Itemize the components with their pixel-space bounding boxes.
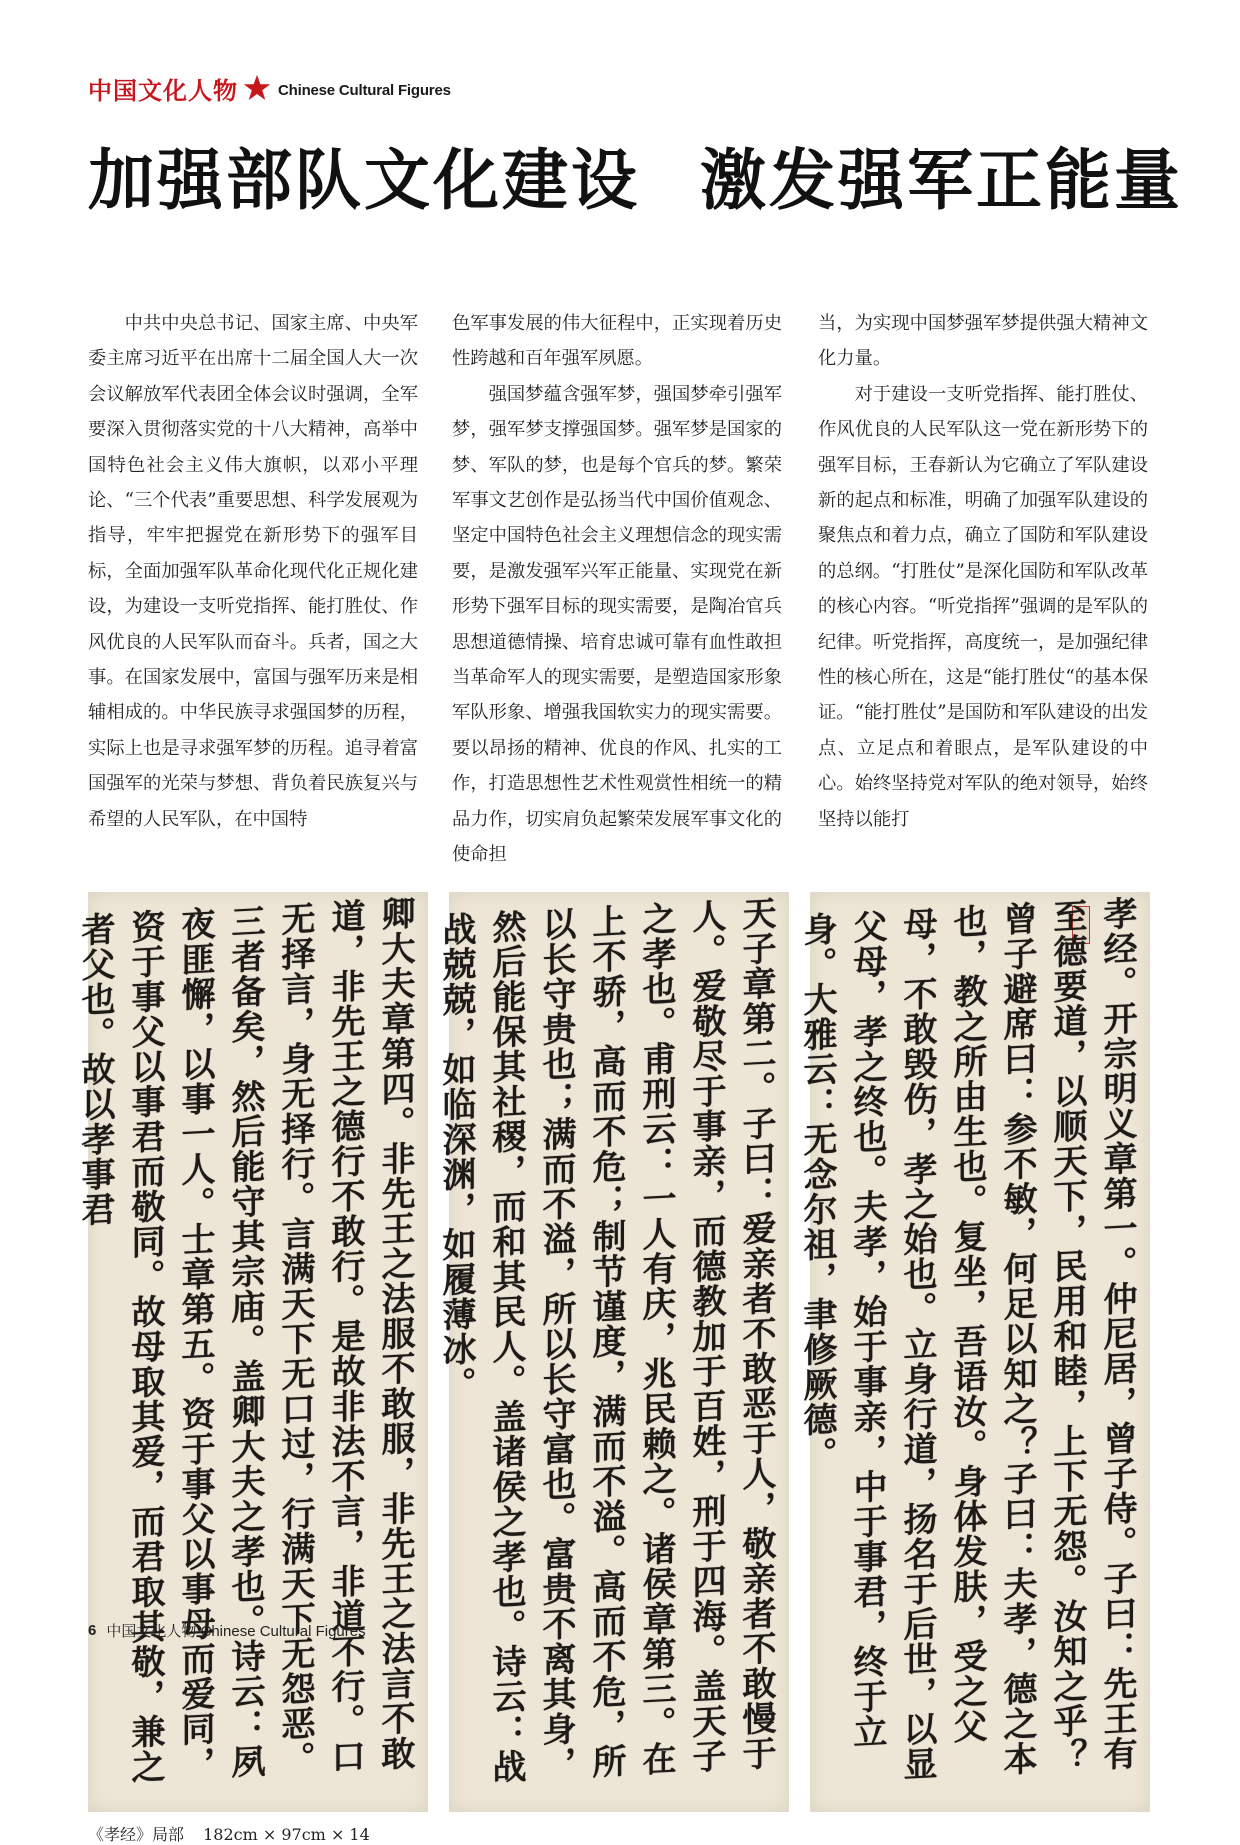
star-icon: [242, 73, 272, 103]
paragraph: 色军事发展的伟大征程中，正实现着历史性跨越和百年强军夙愿。: [452, 313, 782, 370]
title-part-2: 激发强军正能量: [700, 141, 1183, 219]
calligraphy-text: 孝经。开宗明义章第一。仲尼居，曾子侍。子曰：先王有至德要道，以顺天下，民用和睦，上下无怨。汝知之乎？曾子避席曰：参不敏，何足以知之？子曰：夫孝，德之本也，教之所由生也。复坐，吾语汝。身体发肤，受之父母，不敢毁伤，孝之始也。立身行道，扬名于后世，以显父母，孝之终也。夫孝，始于事亲，中于事君，终于立身。大雅云：无念尔祖，聿修厥德。: [797, 895, 1137, 1783]
paragraph: 中共中央总书记、国家主席、中央军委主席习近平在出席十二届全国人大一次会议解放军代表团全体会议时强调，全军要深入贯彻落实党的十八大精神，高举中国特色社会主义伟大旗帜，以邓小平理论、“三个代表”重要思想、科学发展观为指导，牢牢把握党在新形势下的强军目标，全面加强军队革命化现代化正规化建设，为建设一支听党指挥、能打胜仗、作风优良的人民军队而奋斗。兵者，国之大事。在国家发展中，富国与强军历来是相辅相成的。中华民族寻求强国梦的历程，实际上也是寻求强军梦的历程。追寻着富国强军的光荣与梦想、背负着民族复兴与希望的人民军队，在中国特: [88, 313, 418, 830]
article-title: [88, 140, 1183, 220]
text-column-3: [818, 306, 1148, 846]
brand-name-cn: 中国文化人物: [88, 75, 238, 105]
calligraphy-panel-1: [75, 892, 428, 1812]
paragraph: 当，为实现中国梦强军梦提供强大精神文化力量。: [818, 313, 1148, 370]
paragraph: 对于建设一支听党指挥、能打胜仗、作风优良的人民军队这一党在新形势下的强军目标，王春新认为它确立了军队建设新的起点和标准，明确了加强军队建设的聚焦点和着力点，确立了国防和军队建设的总纲。“打胜仗”是深化国防和军队改革的核心内容。“听党指挥”强调的是军队的纪律。听党指挥，高度统一，是加强纪律性的核心所在，这是“能打胜仗“的基本保证。“能打胜仗”是国防和军队建设的出发点、立足点和着眼点，是军队建设的中心。始终坚持党对军队的绝对领导，始终坚持以能打: [818, 383, 1148, 830]
publication-name: 中国文化人物 Chinese Cultural Figures: [106, 1623, 366, 1640]
calligraphy-text: 天子章第二。子曰：爱亲者不敢恶于人，敬亲者不敢慢于人。爱敬尽于事亲，而德教加于百姓，刑于四海。盖天子之孝也。甫刑云：一人有庆，兆民赖之。诸侯章第三。在上不骄，高而不危；制节谨度，满而不溢。高而不危，所以长守贵也；满而不溢，所以长守富也。富贵不离其身，然后能保其社稷，而和其民人。盖诸侯之孝也。诗云：战战兢兢，如临深渊，如履薄冰。: [436, 895, 776, 1786]
paragraph: 强国梦蕴含强军梦，强国梦牵引强军梦，强军梦支撑强国梦。强军梦是国家的梦、军队的梦，也是每个官兵的梦。繁荣军事文艺创作是弘扬当代中国价值观念、坚定中国特色社会主义理想信念的现实需要，是激发强军兴军正能量、实现党在新形势下强军目标的现实需要，是陶冶官兵思想道德情操、培育忠诚可靠有血性敢担当革命军人的现实需要，是塑造国家形象军队形象、增强我国软实力的现实需要。要以昂扬的精神、优良的作风、扎实的工作，打造思想性艺术性观赏性相统一的精品力作，切实肩负起繁荣发展军事文化的使命担: [452, 383, 782, 866]
calligraphy-text: 卿大夫章第四。非先王之法服不敢服，非先王之法言不敢道，非先王之德行不敢行。是故非法不言，非道不行。口无择言，身无择行。言满天下无口过，行满天下无怨恶。三者备矣，然后能守其宗庙。盖卿大夫之孝也。诗云：夙夜匪懈，以事一人。士章第五。资于事父以事母而爱同，资于事父以事君而敬同。故母取其爱，而君取其敬，兼之者父也。故以孝事君: [75, 895, 415, 1786]
page-number: 6: [88, 1622, 97, 1639]
magazine-header: [88, 72, 451, 104]
caption-dimensions: 182cm × 97cm × 14: [203, 1825, 370, 1844]
calligraphy-panel-2: [436, 892, 789, 1812]
caption-title: 《孝经》局部: [88, 1825, 185, 1844]
calligraphy-panel-3: [797, 892, 1150, 1812]
text-column-1: [88, 306, 418, 846]
page-footer: [88, 1620, 366, 1641]
artwork-caption: [88, 1822, 370, 1845]
text-column-2: [452, 306, 782, 866]
title-part-1: 加强部队文化建设: [88, 141, 640, 219]
brand-name-en: Chinese Cultural Figures: [278, 81, 451, 99]
